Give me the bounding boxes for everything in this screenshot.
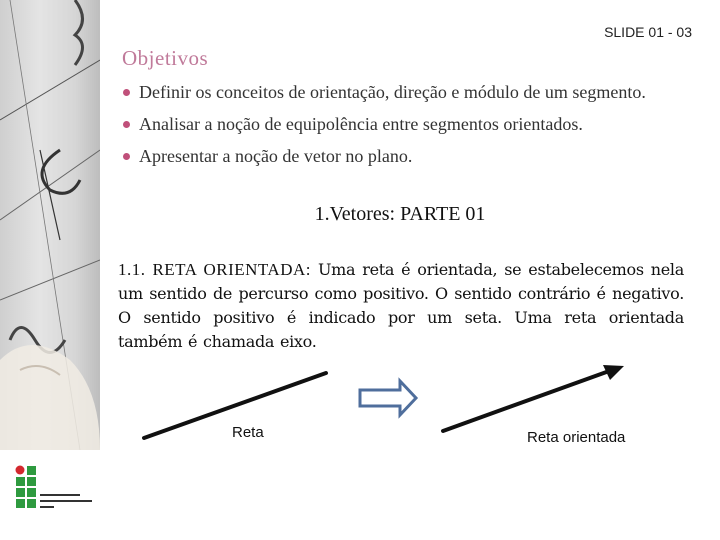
definition-text: Uma reta é orientada, se estabelecemos nela um sentido de percurso como positivo. O sentido contrário é negativo. O sentido positivo é indicado por um seta. Uma reta orientada também é chamada eixo. xyxy=(118,260,684,351)
if-logo-icon xyxy=(14,464,104,524)
implies-arrow-icon xyxy=(360,381,416,415)
objectives-list xyxy=(122,82,646,178)
objective-text: Definir os conceitos de orientação, direção e módulo de um segmento. xyxy=(139,82,646,102)
bullet-icon xyxy=(123,153,130,160)
bullet-icon xyxy=(123,89,130,96)
section-title: 1.Vetores: PARTE 01 xyxy=(314,203,486,225)
slide-number: SLIDE 01 - 03 xyxy=(604,24,692,40)
oriented-line-segment xyxy=(443,370,612,431)
objective-text: Analisar a noção de equipolência entre segmentos orientados. xyxy=(139,114,583,134)
objective-text: Apresentar a noção de vetor no plano. xyxy=(139,146,413,166)
objectives-title: Objetivos xyxy=(122,46,209,70)
line-label: Reta xyxy=(232,424,264,441)
definition-paragraph xyxy=(118,258,684,354)
objective-item xyxy=(122,82,646,114)
institution-logo xyxy=(14,464,104,524)
bullet-icon xyxy=(123,121,130,128)
definition-lead: 1.1. RETA ORIENTADA: xyxy=(118,260,311,279)
objective-item xyxy=(122,114,646,146)
objective-item xyxy=(122,146,646,178)
oriented-line-label: Reta orientada xyxy=(527,429,626,446)
